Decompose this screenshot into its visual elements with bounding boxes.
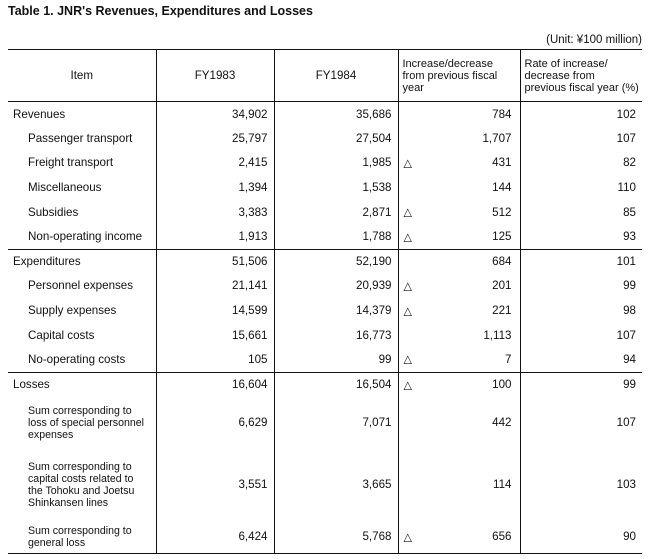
header-item: Item	[8, 50, 156, 102]
jnr-table	[8, 49, 642, 554]
fy1984-cell: 2,871	[274, 200, 398, 225]
item-cell: Losses	[13, 378, 50, 392]
fy1984-cell: 5,768	[274, 521, 398, 554]
fy1984-cell: 14,379	[274, 298, 398, 323]
change-cell: 114	[398, 449, 520, 521]
header-row	[8, 50, 642, 102]
fy1984-cell: 3,665	[274, 449, 398, 521]
change-cell: 1,707	[398, 126, 520, 151]
fy1983-cell: 15,661	[156, 323, 274, 348]
fy1984-cell: 1,985	[274, 151, 398, 176]
rate-cell: 98	[520, 298, 642, 323]
fy1983-cell: 1,394	[156, 175, 274, 200]
rate-cell: 85	[520, 200, 642, 225]
fy1984-cell: 16,504	[274, 372, 398, 397]
fy1983-cell: 6,424	[156, 521, 274, 554]
table-row	[8, 126, 642, 151]
table-row	[8, 151, 642, 176]
change-cell: 684	[398, 249, 520, 274]
rate-cell: 99	[520, 372, 642, 397]
item-cell: Freight transport	[28, 156, 114, 170]
decrease-triangle-icon: △	[403, 379, 412, 392]
rate-cell: 107	[520, 397, 642, 449]
decrease-triangle-icon: △	[403, 280, 412, 293]
fy1984-cell: 27,504	[274, 126, 398, 151]
rate-cell: 93	[520, 224, 642, 249]
fy1983-cell: 3,383	[156, 200, 274, 225]
table-row	[8, 323, 642, 348]
fy1983-cell: 16,604	[156, 372, 274, 397]
decrease-triangle-icon: △	[403, 157, 412, 170]
rate-cell: 82	[520, 151, 642, 176]
unit-note: (Unit: ¥100 million)	[546, 34, 642, 46]
decrease-triangle-icon: △	[403, 353, 412, 366]
rate-cell: 101	[520, 249, 642, 274]
fy1983-cell: 1,913	[156, 224, 274, 249]
decrease-triangle-icon: △	[403, 305, 412, 318]
change-cell: △ 431	[398, 151, 520, 176]
item-cell: Sum corresponding to general loss	[28, 524, 132, 549]
item-cell: Capital costs	[28, 328, 95, 342]
item-cell: Revenues	[13, 107, 66, 121]
table-row	[8, 274, 642, 299]
item-cell: Passenger transport	[28, 131, 133, 145]
table-row	[8, 200, 642, 225]
table-row	[8, 102, 642, 127]
change-cell: 144	[398, 175, 520, 200]
item-cell: Subsidies	[28, 205, 79, 219]
table-row	[8, 397, 642, 449]
item-cell: Expenditures	[13, 255, 81, 269]
header-fy1984: FY1984	[274, 50, 398, 102]
table-row	[8, 175, 642, 200]
header-fy1983: FY1983	[156, 50, 274, 102]
rate-cell: 99	[520, 274, 642, 299]
fy1983-cell: 21,141	[156, 274, 274, 299]
fy1984-cell: 1,538	[274, 175, 398, 200]
fy1984-cell: 20,939	[274, 274, 398, 299]
decrease-triangle-icon: △	[403, 206, 412, 219]
change-cell: △ 201	[398, 274, 520, 299]
change-cell: △ 221	[398, 298, 520, 323]
change-cell: △ 512	[398, 200, 520, 225]
change-cell: △ 656	[398, 521, 520, 554]
table-row	[8, 449, 642, 521]
fy1983-cell: 105	[156, 347, 274, 372]
item-cell: Sum corresponding to loss of special personnel expenses	[28, 404, 145, 441]
rate-cell: 90	[520, 521, 642, 554]
item-cell: Non-operating income	[8, 224, 156, 249]
fy1983-cell: 34,902	[156, 102, 274, 127]
item-cell: Sum corresponding to capital costs related to the Tohoku and Joetsu Shinkansen lines	[28, 460, 135, 509]
table-row	[8, 249, 642, 274]
fy1984-cell: 1,788	[274, 224, 398, 249]
item-cell: Supply expenses	[28, 304, 117, 318]
fy1983-cell: 2,415	[156, 151, 274, 176]
rate-cell: 107	[520, 126, 642, 151]
fy1983-cell: 51,506	[156, 249, 274, 274]
header-increase-decrease: Increase/decrease from previous fiscal year	[398, 50, 520, 102]
item-cell: Miscellaneous	[28, 181, 102, 195]
rate-cell: 103	[520, 449, 642, 521]
fy1983-cell: 3,551	[156, 449, 274, 521]
fy1984-cell: 7,071	[274, 397, 398, 449]
header-rate: Rate of increase/ decrease from previous fiscal year (%)	[520, 50, 642, 102]
table-row	[8, 224, 642, 249]
change-cell: △ 100	[398, 372, 520, 397]
change-cell: 784	[398, 102, 520, 127]
rate-cell: 110	[520, 175, 642, 200]
decrease-triangle-icon: △	[403, 531, 412, 544]
table-row	[8, 372, 642, 397]
table-title: Table 1. JNR's Revenues, Expenditures and Losses	[8, 4, 313, 18]
rate-cell: 94	[520, 347, 642, 372]
fy1983-cell: 6,629	[156, 397, 274, 449]
fy1983-cell: 25,797	[156, 126, 274, 151]
fy1984-cell: 99	[274, 347, 398, 372]
change-cell: 1,113	[398, 323, 520, 348]
rate-cell: 102	[520, 102, 642, 127]
table-row	[8, 347, 642, 372]
rate-cell: 107	[520, 323, 642, 348]
fy1984-cell: 35,686	[274, 102, 398, 127]
decrease-triangle-icon: △	[403, 231, 412, 244]
change-cell: △ 7	[398, 347, 520, 372]
fy1983-cell: 14,599	[156, 298, 274, 323]
fy1984-cell: 52,190	[274, 249, 398, 274]
change-cell: △ 125	[398, 224, 520, 249]
item-cell: Personnel expenses	[28, 279, 134, 293]
change-cell: 442	[398, 397, 520, 449]
item-cell: No-operating costs	[8, 347, 156, 372]
table-row	[8, 298, 642, 323]
table-row	[8, 521, 642, 554]
fy1984-cell: 16,773	[274, 323, 398, 348]
